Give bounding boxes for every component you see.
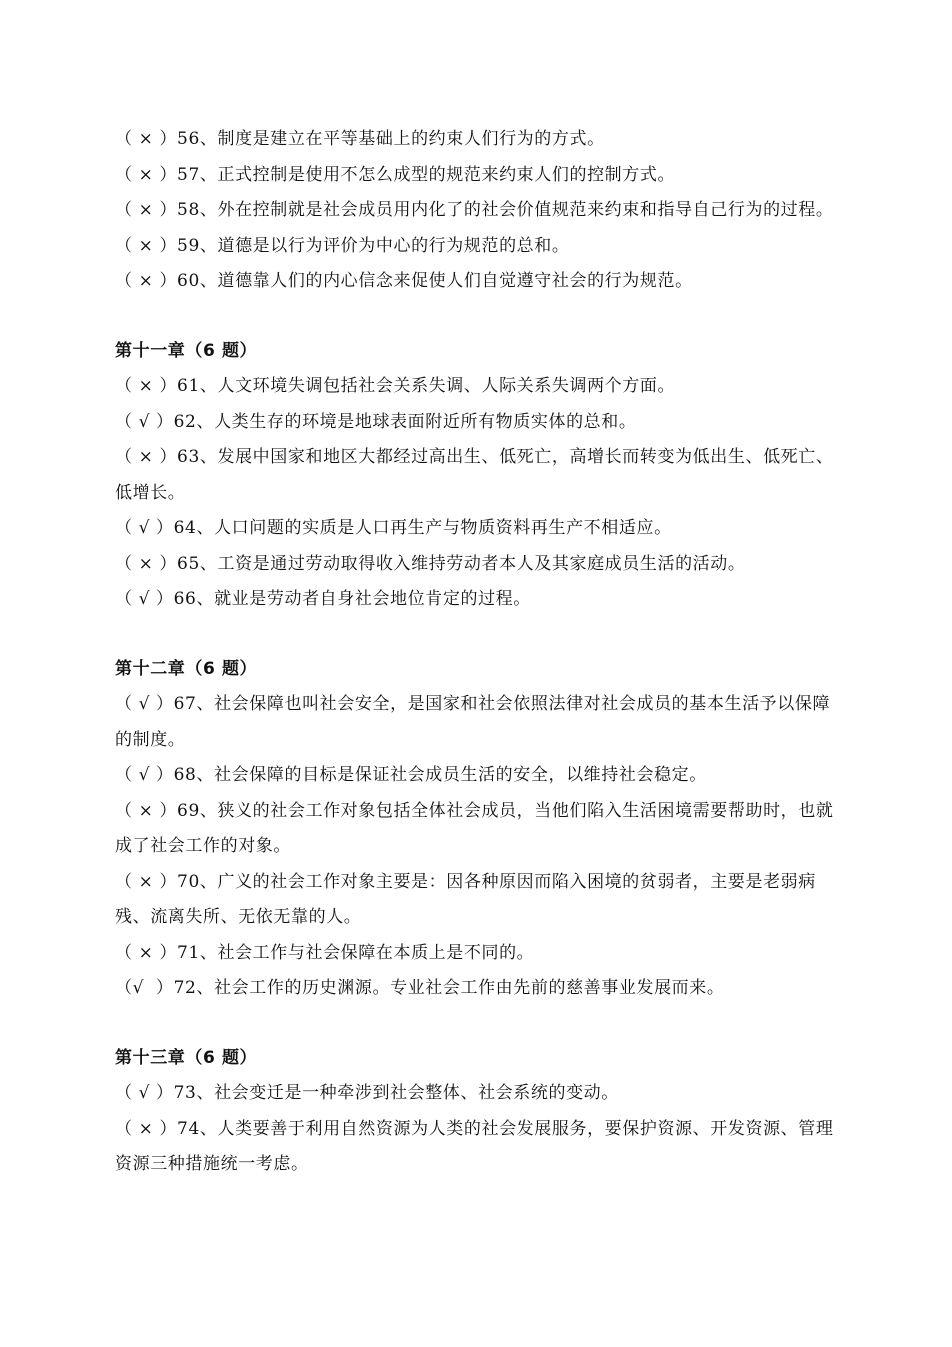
- question-item: （ × ）69、狭义的社会工作对象包括全体社会成员，当他们陷入生活困境需要帮助时，也就成了社会工作的对象。: [115, 800, 834, 856]
- question-item: （ × ）58、外在控制就是社会成员用内化了的社会价值规范来约束和指导自己行为的过程。: [115, 200, 834, 220]
- question-item: （ √ ）73、社会变迁是一种牵涉到社会整体、社会系统的变动。: [115, 1083, 619, 1103]
- chapter-heading: 第十一章（6 题）: [115, 340, 258, 361]
- question-item: （ × ）57、正式控制是使用不怎么成型的规范来约束人们的控制方式。: [115, 164, 676, 185]
- intro-question-list: [115, 122, 842, 300]
- question-item: （ × ）65、工资是通过劳动取得收入维持劳动者本人及其家庭成员生活的活动。: [115, 553, 746, 574]
- question-item: （ × ）71、社会工作与社会保障在本质上是不同的。: [115, 942, 535, 963]
- question-item: （ √ ）67、社会保障也叫社会安全，是国家和社会依照法律对社会成员的基本生活予以保障的制度。: [115, 694, 831, 750]
- chapter-13-section: [115, 1041, 842, 1183]
- question-item: （ √ ）68、社会保障的目标是保证社会成员生活的安全，以维持社会稳定。: [115, 765, 707, 785]
- question-item: （ × ）63、发展中国家和地区大都经过高出生、低死亡，高增长而转变为低出生、低死亡、低增长。: [115, 447, 834, 503]
- question-item: （ × ）59、道德是以行为评价为中心的行为规范的总和。: [115, 235, 570, 256]
- question-item: （ × ）70、广义的社会工作对象主要是：因各种原因而陷入困境的贫弱者，主要是老弱病残、流离失所、无依无靠的人。: [115, 871, 816, 927]
- question-item: （ × ）56、制度是建立在平等基础上的约束人们行为的方式。: [115, 129, 605, 149]
- chapter-heading: 第十二章（6 题）: [115, 658, 258, 679]
- question-item: （ × ）74、人类要善于利用自然资源为人类的社会发展服务，要保护资源、开发资源、管理资源三种措施统一考虑。: [115, 1118, 834, 1174]
- question-item: （ × ）60、道德靠人们的内心信念来促使人们自觉遵守社会的行为规范。: [115, 271, 693, 291]
- chapter-heading: 第十三章（6 题）: [115, 1047, 258, 1068]
- chapter-11-section: [115, 334, 842, 618]
- question-item: （√ ）72、社会工作的历史渊源。专业社会工作由先前的慈善事业发展而来。: [115, 978, 725, 998]
- chapter-12-section: [115, 652, 842, 1007]
- question-item: （ √ ）66、就业是劳动者自身社会地位肯定的过程。: [115, 589, 531, 609]
- question-item: （ √ ）64、人口问题的实质是人口再生产与物质资料再生产不相适应。: [115, 518, 672, 538]
- question-item: （ √ ）62、人类生存的环境是地球表面附近所有物质实体的总和。: [115, 411, 637, 432]
- question-item: （ × ）61、人文环境失调包括社会关系失调、人际关系失调两个方面。: [115, 376, 676, 396]
